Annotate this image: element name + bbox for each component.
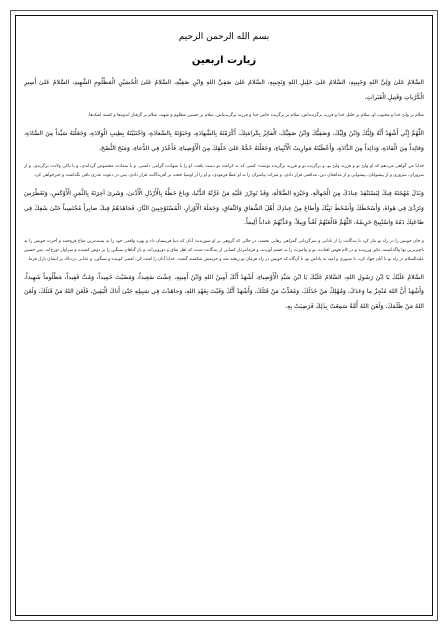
persian-translation-1: سلام بر ولیّ خدا و محبوب او، سلام بر خلیل خدا و فرزند برگزیده‌اش، سلام بر برگزیده خاص خدا و فرزند برگزیده‌اش، سلام بر حسین مظلوم و شهید، سلام بر گرفتار اندوه‌ها و کشته اشک‌ها.	[87, 113, 424, 118]
page-title: زيارت اربعين	[191, 55, 257, 66]
document-content	[24, 22, 424, 614]
persian-translation-2: خدایا من گواهی می‌دهم که او ولیّ تو و فرزند ولیّ تو، و برگزیده تو و فرزند برگزیده توست؛ کسی که به کرامت تو دست یافت، او را با شهادت گرامی داشتی، و با سعادت مخصوص گرداندی، و با پاکی ولادت برگزیدی، و از سروران، سروری و از پیشوایان، پیشوایی و از مدافعان دین، مدافعی قرار دادی، و میراث پیامبران را به او عطا فرمودی، و او را از اوصیا حجت بر آفریدگانت قرار دادی، پس در دعوت عذری باقی نگذاشت و خیرخواهی کرد.	[24, 164, 424, 178]
basmala: بسم الله الرحمن الرحيم	[178, 32, 270, 42]
arabic-paragraph-1: السَّلامُ عَلىٰ وَلِيِّ اللهِ وَحَبِيبِهِ، السَّلامُ عَلىٰ خَلِيلِ اللهِ وَنَجِيبِهِ، السَّلامُ عَلىٰ صَفِيِّ اللهِ وَابْنِ صَفِيِّهِ، السَّلامُ عَلىٰ الْحُسَيْنِ الْمَظْلُومِ الشَّهِيدِ، السَّلامُ عَلىٰ أَسِيرِ الْكُرُباتِ وَقَتِيلِ الْعَبَراتِ.	[24, 79, 424, 101]
persian-translation-3: و جان خویش را در راه تو نثار کرد تا بندگانت را از نادانی و سرگردانی گمراهی رهایی بخشد، در حالی که گروهی بر او شوریدند؛ آنان که دنیا فریبشان داد و بهره واقعی خود را به پست‌ترین متاع فروختند و آخرت خویش را به ناچیزترین بها واگذاشتند، تکبر ورزیدند و در کام هوس افتادند، تو و پیامبرت را به خشم آوردند، و فرمانبردار کسانی از بندگانت شدند که اهل نفاق و دورویی‌اند، و بار گناهان سنگین را بر دوش کشیده و سزاوار دوزخ‌اند، پس حسین علیه‌السلام در راه تو با آنان جهاد کرد، با صبوری و امید به پاداش تو، تا آن‌گاه که خونش در راه فرمان تو ریخته شد و حریمش شکسته گشت. خدایا آنان را لعنت کن، لعنتی کوبنده و سنگین، و عذابی دردناک بر ایشان نازل فرما.	[24, 238, 424, 262]
arabic-paragraph-4: السَّلامُ عَلَيْكَ يَا ابْنَ رَسُولِ اللهِ، السَّلامُ عَلَيْكَ يَا ابْنَ سَيِّدِ الْأَوْصِياءِ، أَشْهَدُ أَنَّكَ أَمِينُ اللهِ وَابْنُ أَمِينِهِ، عِشْتَ سَعِيداً، وَمَضَيْتَ حَمِيداً، وَمُتَّ فَقِيداً، مَظْلُوماً شَهِيداً، وَأَشْهَدُ أَنَّ اللهَ مُنْجِزٌ ما وَعَدَكَ، وَمُهْلِكٌ مَنْ خَذَلَكَ، وَمُعَذِّبٌ مَنْ قَتَلَكَ، وَأَشْهَدُ أَنَّكَ وَفَيْتَ بِعَهْدِ اللهِ، وَجاهَدْتَ فِي سَبِيلِهِ حَتّىٰ أَتاكَ الْيَقِينُ، فَلَعَنَ اللهُ مَنْ قَتَلَكَ، وَلَعَنَ اللهُ مَنْ ظَلَمَكَ، وَلَعَنَ اللهُ أُمَّةً سَمِعَتْ بِذٰلِكَ فَرَضِيَتْ بِهِ.	[24, 273, 424, 310]
arabic-paragraph-3: وَبَذَلَ مُهْجَتَهُ فِيكَ لِيَسْتَنْقِذَ عِبادَكَ مِنَ الْجَهالَةِ، وَحَيْرَةِ الضَّلالَةِ، وَقَدْ تَوازَرَ عَلَيْهِ مَنْ غَرَّتْهُ الدُّنْيا، وَباعَ حَظَّهُ بِالْأَرْذَلِ الْأَدْنىٰ، وَشَرىٰ آخِرَتَهُ بِالثَّمَنِ الْأَوْكَسِ، وَتَغَطْرَسَ وَتَرَدَّىٰ فِي هَواهُ، وَأَسْخَطَكَ وَأَسْخَطَ نَبِيَّكَ وَأَطاعَ مِنْ عِبادِكَ أَهْلَ الشِّقاقِ وَالنِّفاقِ، وَحَمَلَةَ الْأَوْزارِ، الْمُسْتَوْجِبِينَ النَّارَ، فَجاهَدَهُمْ فِيكَ صابِراً مُحْتَسِباً حَتّىٰ سُفِكَ فِي طاعَتِكَ دَمُهُ وَاسْتُبِيحَ حَرِيمُهُ، اللّٰهُمَّ فَالْعَنْهُمْ لَعْناً وَبِيلاً، وَعَذِّبْهُمْ عَذاباً أَلِيماً.	[24, 190, 424, 226]
arabic-paragraph-2: اللّٰهُمَّ إِنِّي أَشْهَدُ أَنَّهُ وَلِيُّكَ وَابْنُ وَلِيِّكَ، وَصَفِيُّكَ وَابْنُ صَفِيِّكَ، الْفائِزُ بِكَرامَتِكَ، أَكْرَمْتَهُ بِالشَّهادَةِ، وَحَبَوْتَهُ بِالسَّعادَةِ، وَاجْتَبَيْتَهُ بِطِيبِ الْوِلادَةِ، وَجَعَلْتَهُ سَيِّداً مِنَ السَّادَةِ، وَقائِداً مِنَ الْقادَةِ، وَذائِداً مِنَ الذَّادَةِ، وَأَعْطَيْتَهُ مَوارِيثَ الْأَنْبِياءِ، وَجَعَلْتَهُ حُجَّةً عَلىٰ خَلْقِكَ مِنَ الْأَوْصِياءِ، فَأَعْذَرَ فِي الدُّعاءِ، وَمَنَحَ النُّصْحَ،	[24, 130, 424, 152]
